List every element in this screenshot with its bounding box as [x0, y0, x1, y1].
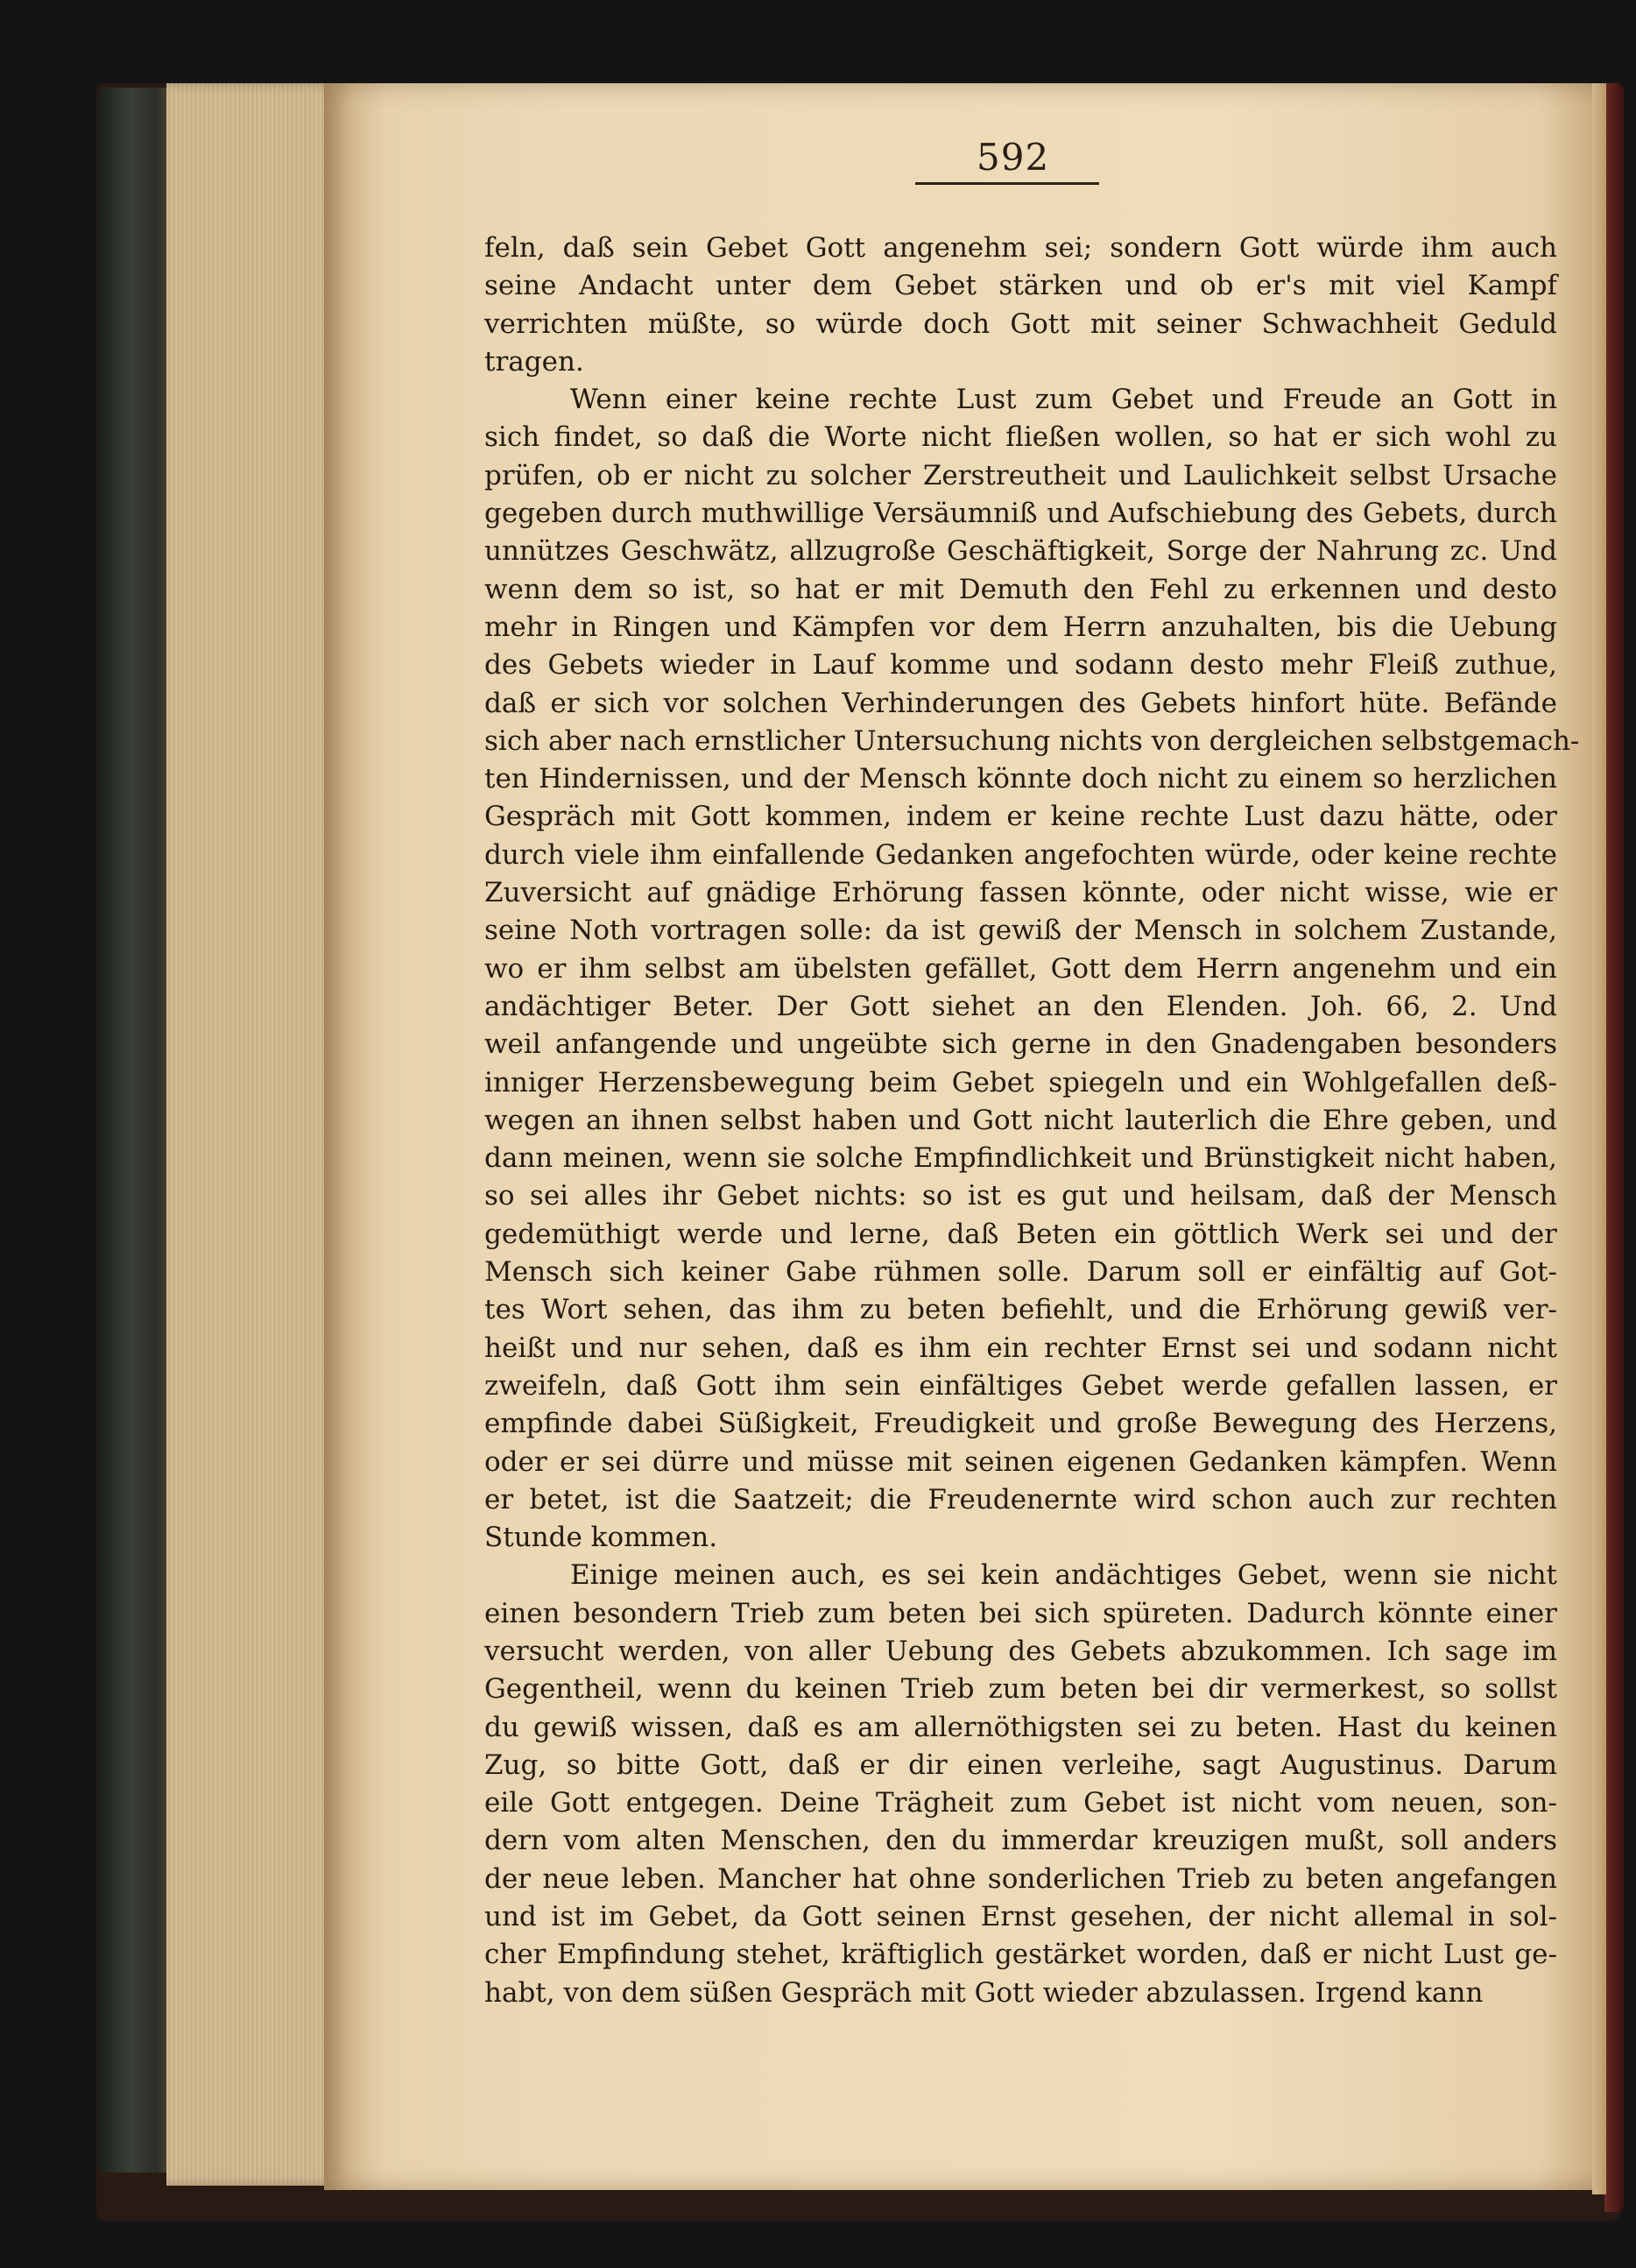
text-line: Mensch sich keiner Gabe rühmen solle. Darum soll er einfältig auf Got-: [484, 1256, 1557, 1289]
text-line: tragen.: [484, 345, 584, 378]
text-line: wegen an ihnen selbst haben und Gott nicht lauterlich die Ehre geben, und: [484, 1104, 1557, 1136]
text-line: seine Andacht unter dem Gebet stärken und ob er's mit viel Kampf: [484, 270, 1557, 302]
text-line: mehr in Ringen und Kämpfen vor dem Herrn anzuhalten, bis die Uebung: [484, 611, 1557, 643]
text-line: empfinde dabei Süßigkeit, Freudigkeit und große Bewegung des Herzens,: [484, 1408, 1557, 1440]
text-line: daß er sich vor solchen Verhinderungen des Gebets hinfort hüte. Befände: [484, 687, 1557, 719]
header-rule: [915, 182, 1099, 185]
text-line: sich aber nach ernstlicher Untersuchung nichts von dergleichen selbstgemach-: [484, 724, 1580, 757]
text-line: seine Noth vortragen solle: da ist gewiß der Mensch in solchem Zustande,: [484, 915, 1557, 947]
text-line: eile Gott entgegen. Deine Trägheit zum Gebet ist nicht vom neuen, son-: [484, 1787, 1557, 1819]
text-line: ten Hindernissen, und der Mensch könnte doch nicht zu einem so herzlichen: [484, 763, 1557, 795]
text-line: du gewiß wissen, daß es am allernöthigsten sei zu beten. Hast du keinen: [484, 1711, 1557, 1743]
body-text: [484, 230, 1580, 2012]
text-line: des Gebets wieder in Lauf komme und sodann desto mehr Fleiß zuthue,: [484, 649, 1557, 682]
page-right-edge: [1592, 83, 1606, 2194]
text-line: sich findet, so daß die Worte nicht fließen wollen, so hat er sich wohl zu: [484, 421, 1557, 454]
text-line: er betet, ist die Saatzeit; die Freudenernte wird schon auch zur rechten: [484, 1483, 1557, 1516]
text-line: Wenn einer keine rechte Lust zum Gebet und Freude an Gott in: [570, 384, 1557, 416]
text-line: andächtiger Beter. Der Gott siehet an den Elenden. Joh. 66, 2. Und: [484, 990, 1557, 1022]
text-line: oder er sei dürre und müsse mit seinen eigenen Gedanken kämpfen. Wenn: [484, 1445, 1557, 1478]
text-line: Gespräch mit Gott kommen, indem er keine rechte Lust dazu hätte, oder: [484, 801, 1557, 833]
text-line: Gegentheil, wenn du keinen Trieb zum beten bei dir vermerkest, so sollst: [484, 1673, 1557, 1706]
text-line: einen besondern Trieb zum beten bei sich spüreten. Dadurch könnte einer: [484, 1597, 1557, 1629]
page-edges: [166, 83, 342, 2186]
text-line: dern vom alten Menschen, den du immerdar kreuzigen mußt, soll anders: [484, 1825, 1557, 1857]
text-line: und ist im Gebet, da Gott seinen Ernst gesehen, der nicht allemal in sol-: [484, 1901, 1557, 1933]
text-line: Einige meinen auch, es sei kein andächtiges Gebet, wenn sie nicht: [570, 1559, 1557, 1592]
text-line: zweifeln, daß Gott ihm sein einfältiges Gebet werde gefallen lassen, er: [484, 1369, 1557, 1402]
text-line: Zuversicht auf gnädige Erhörung fassen könnte, oder nicht wisse, wie er: [484, 877, 1557, 909]
text-line: gedemüthigt werde und lerne, daß Beten ein göttlich Werk sei und der: [484, 1218, 1557, 1250]
text-line: feln, daß sein Gebet Gott angenehm sei; sondern Gott würde ihm auch: [484, 232, 1557, 264]
text-line: durch viele ihm einfallende Gedanken angefochten würde, oder keine rechte: [484, 838, 1557, 871]
text-line: wenn dem so ist, so hat er mit Demuth den Fehl zu erkennen und desto: [484, 573, 1557, 605]
text-line: inniger Herzensbewegung beim Gebet spiegeln und ein Wohlgefallen deß-: [484, 1066, 1557, 1099]
book-cover-right: [1604, 83, 1624, 2212]
page-number: 592: [977, 136, 1050, 179]
text-line: Zug, so bitte Gott, daß er dir einen verleihe, sagt Augustinus. Darum: [484, 1749, 1557, 1781]
text-line: verrichten müßte, so würde doch Gott mit seiner Schwachheit Geduld: [484, 307, 1557, 340]
text-line: heißt und nur sehen, daß es ihm ein rechter Ernst sei und sodann nicht: [484, 1332, 1557, 1364]
text-line: Stunde kommen.: [484, 1522, 718, 1554]
text-line: wo er ihm selbst am übelsten gefället, Gott dem Herrn angenehm und ein: [484, 952, 1557, 985]
text-line: weil anfangende und ungeübte sich gerne in den Gnadengaben besonders: [484, 1028, 1557, 1061]
text-line: so sei alles ihr Gebet nichts: so ist es gut und heilsam, daß der Mensch: [484, 1180, 1557, 1212]
text-line: unnützes Geschwätz, allzugroße Geschäftigkeit, Sorge der Nahrung zc. Und: [484, 535, 1557, 568]
text-line: gegeben durch muthwillige Versäumniß und Aufschiebung des Gebets, durch: [484, 498, 1557, 530]
text-line: prüfen, ob er nicht zu solcher Zerstreutheit und Laulichkeit selbst Ursache: [484, 459, 1557, 491]
text-line: tes Wort sehen, das ihm zu beten befiehlt, und die Erhörung gewiß ver-: [484, 1294, 1557, 1326]
text-line: versucht werden, von aller Uebung des Gebets abzukommen. Ich sage im: [484, 1635, 1557, 1667]
text-line: cher Empfindung stehet, kräftiglich gestärket worden, daß er nicht Lust ge-: [484, 1939, 1557, 1971]
text-line: der neue leben. Mancher hat ohne sonderlichen Trieb zu beten angefangen: [484, 1862, 1557, 1895]
text-line: dann meinen, wenn sie solche Empfindlichkeit und Brünstigkeit nicht haben,: [484, 1142, 1557, 1175]
text-line: habt, von dem süßen Gespräch mit Gott wieder abzulassen. Irgend kann: [484, 1976, 1484, 2009]
